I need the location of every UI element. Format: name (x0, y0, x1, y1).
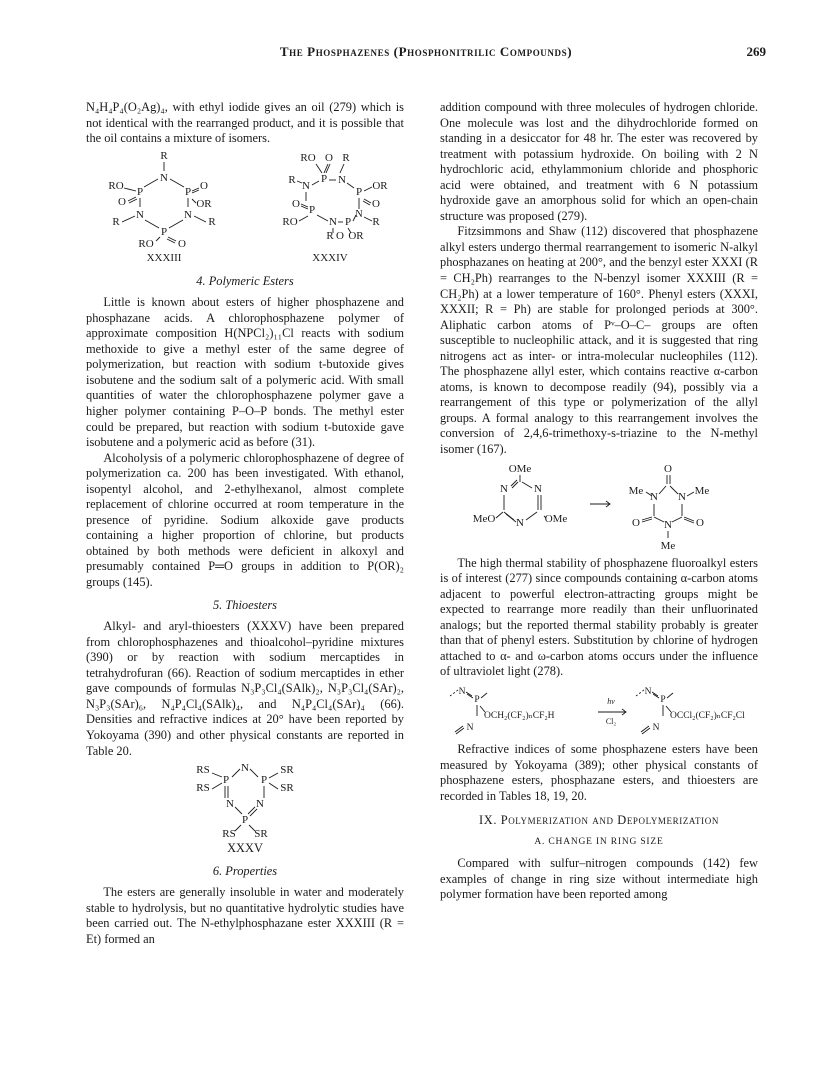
page-number: 269 (746, 44, 766, 59)
svg-text:OR: OR (348, 229, 364, 242)
svg-text:O: O (200, 179, 208, 192)
svg-text:RS: RS (196, 764, 210, 777)
svg-text:O: O (178, 237, 186, 250)
svg-text:N: N (458, 686, 466, 697)
svg-text:N: N (338, 173, 346, 186)
section-5-title: 5. Thioesters (212, 597, 278, 612)
svg-text:OR: OR (372, 179, 388, 192)
svg-text:P: P (355, 185, 363, 198)
svg-text:Me: Me (660, 539, 676, 552)
label-xxxiii: XXXIII (146, 251, 182, 264)
svg-text:N: N (226, 798, 234, 811)
svg-text:N: N (652, 722, 660, 733)
svg-text:OMe: OMe (544, 512, 568, 525)
svg-text:RS: RS (222, 828, 236, 841)
svg-text:RO: RO (282, 215, 298, 228)
svg-text:N: N (355, 208, 363, 220)
svg-text:R: R (288, 173, 296, 186)
svg-text:N: N (184, 208, 192, 221)
svg-text:N: N (256, 798, 264, 811)
photochlorination-scheme (440, 682, 758, 740)
running-header (86, 44, 766, 66)
svg-text:O: O (325, 151, 333, 164)
svg-text:N: N (644, 686, 652, 697)
svg-text:O: O (372, 197, 380, 210)
svg-text:P: P (222, 774, 230, 787)
svg-text:N: N (500, 482, 508, 495)
svg-text:N: N (160, 171, 168, 184)
svg-text:N: N (678, 490, 686, 503)
paragraph-fluoroalkyl: The high thermal stability of phosphazene fluoroalkyl esters is of interest (277) since compounds containing α-carbon atoms adjacent to powerful electron-attracting groups might be expected to rearrange more readily than their unfluorinated analogs; but the reported thermal stability probably is greater than that of phenyl esters. Substitution by chlorine of hydrogen attached to α- and ω-carbon atoms occurs under the influence of ultraviolet light (278). (440, 555, 758, 679)
paragraph-ring-size: Compared with sulfur–nitrogen compounds (142) few examples of change in ring size without intermediate high polymer formation have been reported among (440, 856, 758, 902)
svg-text:N: N (241, 762, 249, 775)
reaction-condition-chlorine: Cl₂ (605, 716, 617, 726)
structure-xxxiii (108, 150, 216, 264)
reaction-reactant-group: OCH₂(CF₂)ₙCF₂H (484, 710, 555, 721)
section-5-paragraph-1: Alkyl- and aryl-thioesters (XXXV) have been prepared from chlorophosphazenes and thioalcohol–pyridine mixtures (390) or by reaction with sodium mercaptides in tetrahydrofuran (66). Reaction of sodium mercaptides in ether gave compounds of formulas N₃P₃Cl₄(SAlk)₂, N₃P₃Cl₄(SAr)₂, N₃P₃(SAr)₆, N₄P₄Cl₄(SAlk)₄, and N₄P₄Cl₄(SAr)₄ (66). Densities and refractive indices at 20° have been reported by Yokoyama (390) and other physical constants are reported in Table 20. (86, 619, 404, 758)
structures-xxxiii-xxxiv (86, 149, 404, 267)
svg-text:N: N (136, 208, 144, 221)
svg-text:P: P (160, 225, 168, 238)
triazine-rearrangement-scheme (440, 460, 758, 554)
svg-text:RS: RS (196, 782, 210, 795)
svg-text:P: P (344, 215, 352, 228)
svg-text:P: P (308, 203, 316, 216)
label-xxxv: XXXV (227, 841, 263, 856)
reaction-product-group: OCCl₂(CF₂)ₙCF₂Cl (670, 710, 745, 721)
svg-text:O: O (292, 197, 300, 210)
svg-text:RO: RO (108, 179, 124, 192)
svg-text:SR: SR (280, 782, 294, 795)
svg-text:P: P (184, 185, 192, 198)
svg-text:SR: SR (280, 764, 294, 777)
paragraph-rearrangement: Fitzsimmons and Shaw (112) discovered that phosphazene alkyl esters undergo thermal rearrangement to isomeric N-alkyl phosphazanes on heating at 200°, and the benzyl ester XXXI (R = CH₂Ph) rearranges to the N-benzyl isomer XXXIII (R = CH₂Ph) at a lower temperature of 160°. Phenyl esters (XXXI, XXXII; R = Ph) are stable for prolonged periods at 300°. Aliphatic carbon atoms of Pᵛ–O–C– groups are often susceptible to nucleophilic attack, and it is suggested that ring nitrogens act as inter- or intra-molecular nucleophiles (112). The phosphazene allyl ester, which contains reactive α-carbon atoms, is known to decompose readily (94), possibly via a rearrangement of this type or polymerization of the allyl groups. A formal analogy to this rearrangement involves the conversion of 2,4,6-trimethoxy-s-triazine to the N-methyl isomer (167). (440, 224, 758, 457)
svg-text:P: P (136, 185, 144, 198)
left-column (86, 100, 404, 947)
section-4-paragraph-1: Little is known about esters of higher phosphazene and phosphazane acids. A chlorophosphazene polymer of approximate composition H(NPCl₂)₁₁Cl reacts with sodium methoxide to give a methyl ester of the same degree of polymerization, but reaction with sodium t-butoxide gives isobutene and the sodium salt of a polymeric acid. With small quantities of water the chlorophosphazene polymer gave a higher polymer containing P–O–P bonds. The methyl ester could be prepared, but reaction with sodium t-butoxide gave isobutene and a polymeric acid as before (31). (86, 295, 404, 450)
right-column (440, 100, 758, 903)
label-xxxiv: XXXIV (312, 251, 348, 264)
svg-text:N: N (534, 482, 542, 495)
svg-text:RO: RO (138, 237, 154, 250)
svg-text:R: R (342, 151, 350, 164)
svg-text:N: N (664, 518, 672, 531)
svg-text:N: N (466, 722, 474, 733)
structure-xxxiv (282, 152, 388, 264)
svg-text:OR: OR (196, 197, 212, 210)
svg-text:Me: Me (628, 484, 644, 497)
svg-text:P: P (260, 774, 268, 787)
reaction-condition-light: hν (607, 696, 615, 706)
svg-text:R: R (372, 215, 380, 228)
svg-text:N: N (329, 215, 337, 228)
svg-text:P: P (320, 172, 328, 185)
paragraph-refractive: Refractive indices of some phosphazene esters have been measured by Yokoyama (389); other physical constants of phosphazene esters, phosphazane esters, and thioesters are recorded in Tables 18, 19, 20. (440, 741, 758, 803)
svg-text:P: P (474, 694, 480, 705)
svg-text:O: O (336, 229, 344, 242)
structure-xxxv (145, 761, 345, 843)
svg-text:R: R (112, 215, 120, 228)
svg-text:SR: SR (254, 828, 268, 841)
svg-text:O: O (632, 516, 640, 529)
section-ix-a-title: A. CHANGE IN RING SIZE (534, 836, 664, 847)
svg-text:O: O (696, 516, 704, 529)
svg-text:R: R (208, 215, 216, 228)
svg-text:P: P (660, 694, 666, 705)
svg-text:N: N (302, 179, 310, 192)
svg-text:O: O (664, 462, 672, 475)
section-6-paragraph-1: The esters are generally insoluble in water and moderately stable to hydrolysis, but no quantitative hydrolytic studies have been carried out. The N-ethylphosphazane ester XXXIII (R = Et) formed an (86, 885, 404, 946)
paragraph-intro: N₄H₄P₄(O₂Ag)₄, with ethyl iodide gives an oil (279) which is not identical with the rearranged product, and it is possible that the oil contains a mixture of isomers. (86, 100, 404, 146)
svg-text:P: P (241, 814, 249, 827)
running-title: The Phosphazenes (Phosphonitrilic Compounds) (279, 44, 573, 59)
section-ix-title: IX. Polymerization and Depolymerization (479, 813, 719, 828)
section-4-paragraph-2: Alcoholysis of a polymeric chlorophosphazene of degree of polymerization ca. 200 has been investigated. With ethanol, isopentyl alcohol, and 2-ethylhexanol, almost complete replacement of chlorine occurred at room temperature in the presence of pyridine. Sodium alkoxide gave products containing a higher proportion of chlorine, but products obtained by both methods were deficient in alkoxyl and presumably contained P═O groups in addition to P(OR)₂ groups (145). (86, 450, 404, 590)
svg-text:RO: RO (300, 151, 316, 164)
paragraph-continued: addition compound with three molecules of hydrogen chloride. One molecule was lost and the dihydrochloride formed on standing in a desiccator for 48 hr. The ester was recovered by treatment with potassium hydroxide. On boiling with 2 N hydrochloric acid, ethylammonium chloride and phosphoric acid were obtained, and treatment with 6 N potassium hydroxide gave an amorphous solid for which an open-chain structure was proposed (279). (440, 100, 758, 223)
svg-text:O: O (118, 195, 126, 208)
svg-text:N: N (516, 516, 524, 529)
svg-text:OMe: OMe (508, 462, 532, 475)
svg-text:R: R (160, 149, 168, 162)
svg-text:N: N (650, 490, 658, 503)
svg-text:Me: Me (694, 484, 710, 497)
svg-text:R: R (326, 229, 334, 242)
section-4-title: 4. Polymeric Esters (196, 273, 294, 288)
section-6-title: 6. Properties (212, 863, 278, 878)
svg-text:MeO: MeO (472, 512, 496, 525)
